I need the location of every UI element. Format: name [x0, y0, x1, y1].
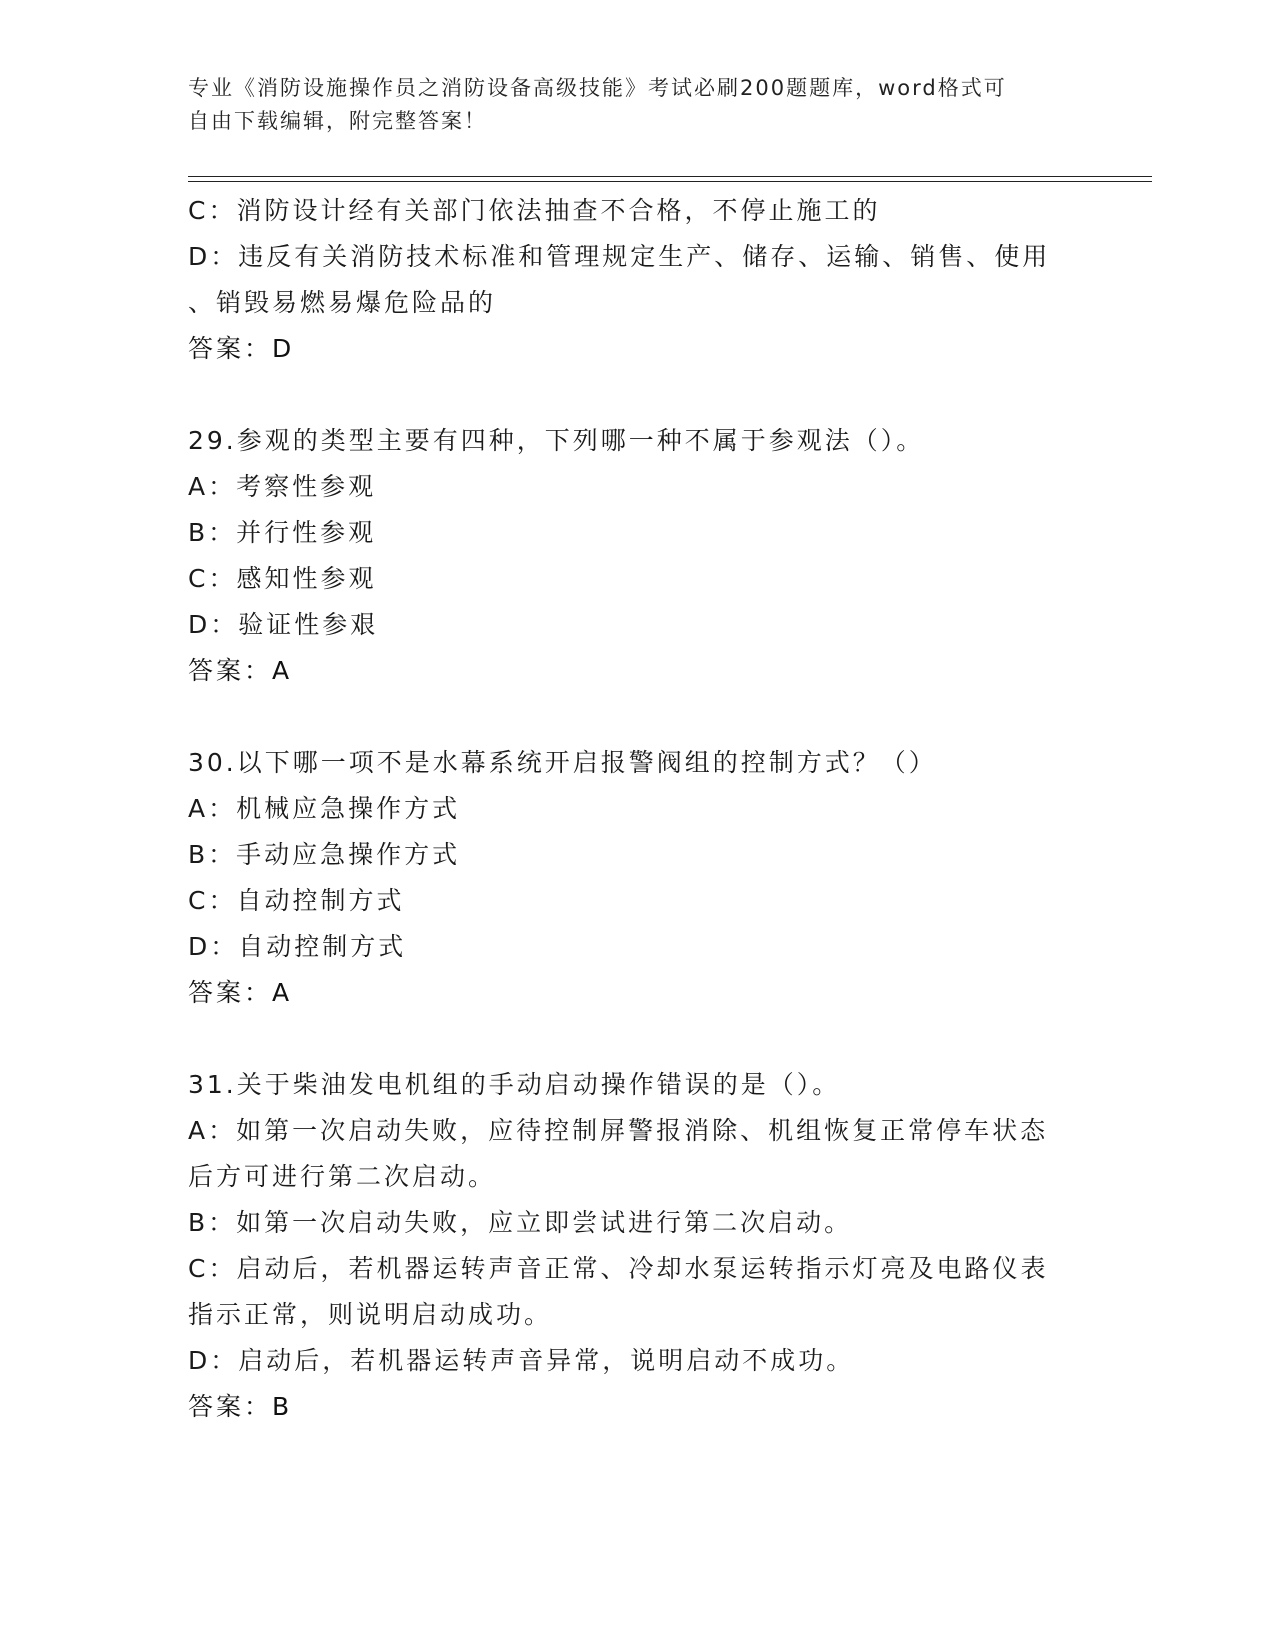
option-line: D：自动控制方式 [188, 932, 407, 961]
option-line: 、销毁易燃易爆危险品的 [188, 288, 497, 317]
option-line: C：自动控制方式 [188, 886, 405, 915]
page-header [188, 72, 1088, 138]
option-line: C：启动后，若机器运转声音正常、冷却水泵运转指示灯亮及电路仪表 [188, 1254, 1049, 1283]
header-rule-bottom [188, 181, 1152, 182]
question-stem: 31.关于柴油发电机组的手动启动操作错误的是（）。 [188, 1070, 841, 1099]
option-line: C：消防设计经有关部门依法抽查不合格，不停止施工的 [188, 196, 881, 225]
question-31 [188, 1062, 1088, 1430]
header-rule-top [188, 176, 1152, 177]
answer-line: 答案：A [188, 656, 293, 685]
question-30 [188, 740, 1088, 1016]
option-line: D：违反有关消防技术标准和管理规定生产、储存、运输、销售、使用 [188, 242, 1051, 271]
header-title-line-1: 专业《消防设施操作员之消防设备高级技能》考试必刷200题题库，word格式可 [188, 76, 1007, 100]
option-line: D：验证性参艰 [188, 610, 379, 639]
document-body [188, 188, 1088, 1430]
header-title-line-2: 自由下载编辑，附完整答案！ [188, 109, 487, 133]
option-line: A：如第一次启动失败，应待控制屏警报消除、机组恢复正常停车状态 [188, 1116, 1049, 1145]
option-line: B：并行性参观 [188, 518, 377, 547]
option-line: 指示正常，则说明启动成功。 [188, 1300, 553, 1329]
question-stem: 29.参观的类型主要有四种，下列哪一种不属于参观法（）。 [188, 426, 925, 455]
question-fragment [188, 188, 1088, 372]
option-line: B：手动应急操作方式 [188, 840, 461, 869]
answer-line: 答案：D [188, 334, 295, 363]
answer-line: 答案：A [188, 978, 293, 1007]
question-29 [188, 418, 1088, 694]
option-line: 后方可进行第二次启动。 [188, 1162, 497, 1191]
option-line: D：启动后，若机器运转声音异常，说明启动不成功。 [188, 1346, 855, 1375]
option-line: C：感知性参观 [188, 564, 377, 593]
option-line: A：机械应急操作方式 [188, 794, 461, 823]
answer-line: 答案：B [188, 1392, 293, 1421]
question-stem: 30.以下哪一项不是水幕系统开启报警阀组的控制方式？（） [188, 748, 937, 777]
option-line: A：考察性参观 [188, 472, 377, 501]
option-line: B：如第一次启动失败，应立即尝试进行第二次启动。 [188, 1208, 853, 1237]
